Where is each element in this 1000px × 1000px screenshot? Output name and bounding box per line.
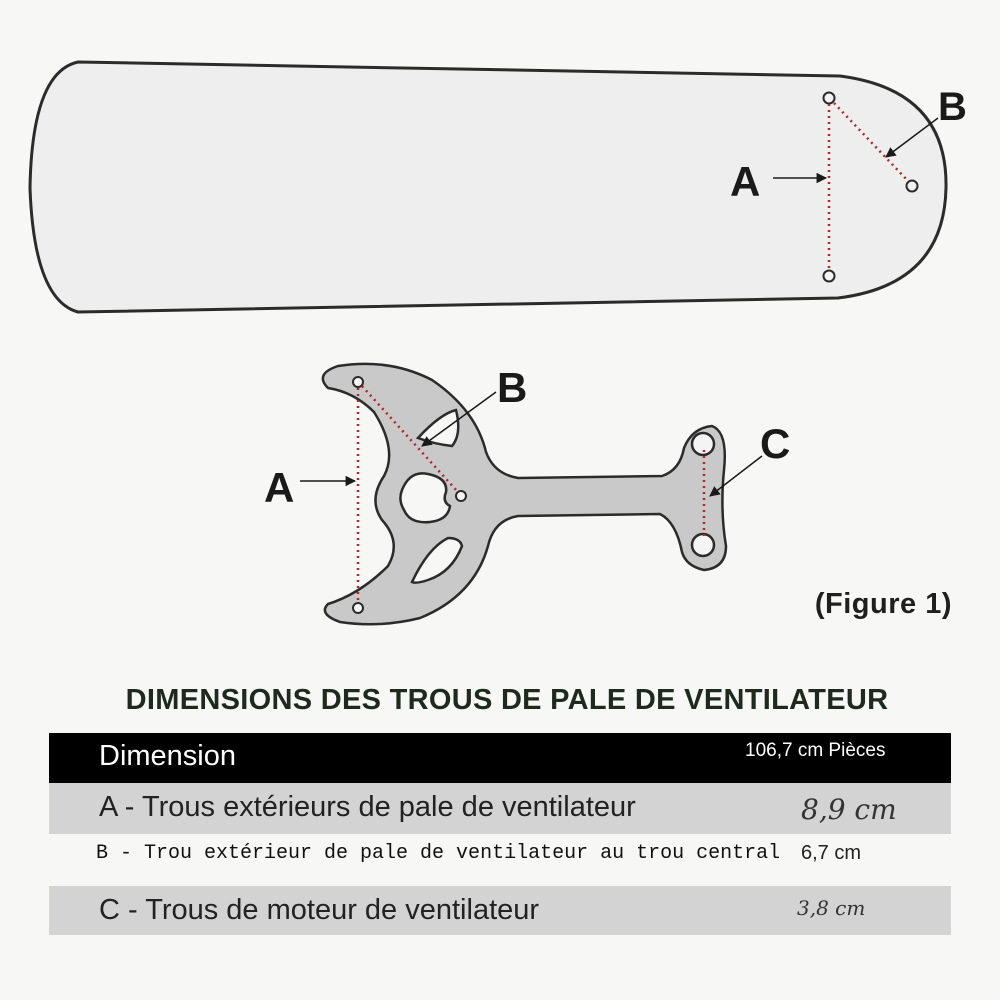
blade-label-b: B — [938, 85, 967, 129]
bracket-label-b: B — [497, 364, 528, 411]
header-label: Dimension — [99, 740, 236, 772]
table-header-row — [49, 733, 951, 783]
row-value: 3,8 cm — [797, 896, 866, 920]
row-label: C - Trous de moteur de ventilateur — [99, 894, 540, 926]
dimensions-table — [49, 733, 951, 935]
bracket-label-a: A — [264, 464, 295, 511]
bracket-hole-a-bottom — [353, 603, 363, 613]
blade-hole-outer — [907, 181, 918, 192]
fan-blade — [30, 62, 946, 312]
blade-hole-top — [824, 93, 835, 104]
blade-label-a: A — [730, 158, 761, 205]
bracket-hole-a-top — [353, 377, 363, 387]
header-value: 106,7 cm Pièces — [745, 740, 886, 761]
row-value: 8,9 cm — [801, 793, 897, 826]
table-row — [49, 783, 951, 834]
bracket-hole-b — [456, 491, 466, 501]
row-label: B - Trou extérieur de pale de ventilateur au trou central — [96, 842, 781, 865]
bracket-label-c: C — [760, 420, 791, 467]
figure-caption: (Figure 1) — [814, 588, 952, 620]
table-row — [49, 886, 951, 935]
row-label: A - Trous extérieurs de pale de ventilateur — [99, 791, 636, 823]
table-row — [49, 834, 951, 886]
bracket-motor-hole-bottom — [692, 534, 714, 556]
table-title: DIMENSIONS DES TROUS DE PALE DE VENTILATEUR — [125, 684, 889, 716]
row-value: 6,7 cm — [801, 842, 862, 864]
blade-hole-bottom — [824, 271, 835, 282]
